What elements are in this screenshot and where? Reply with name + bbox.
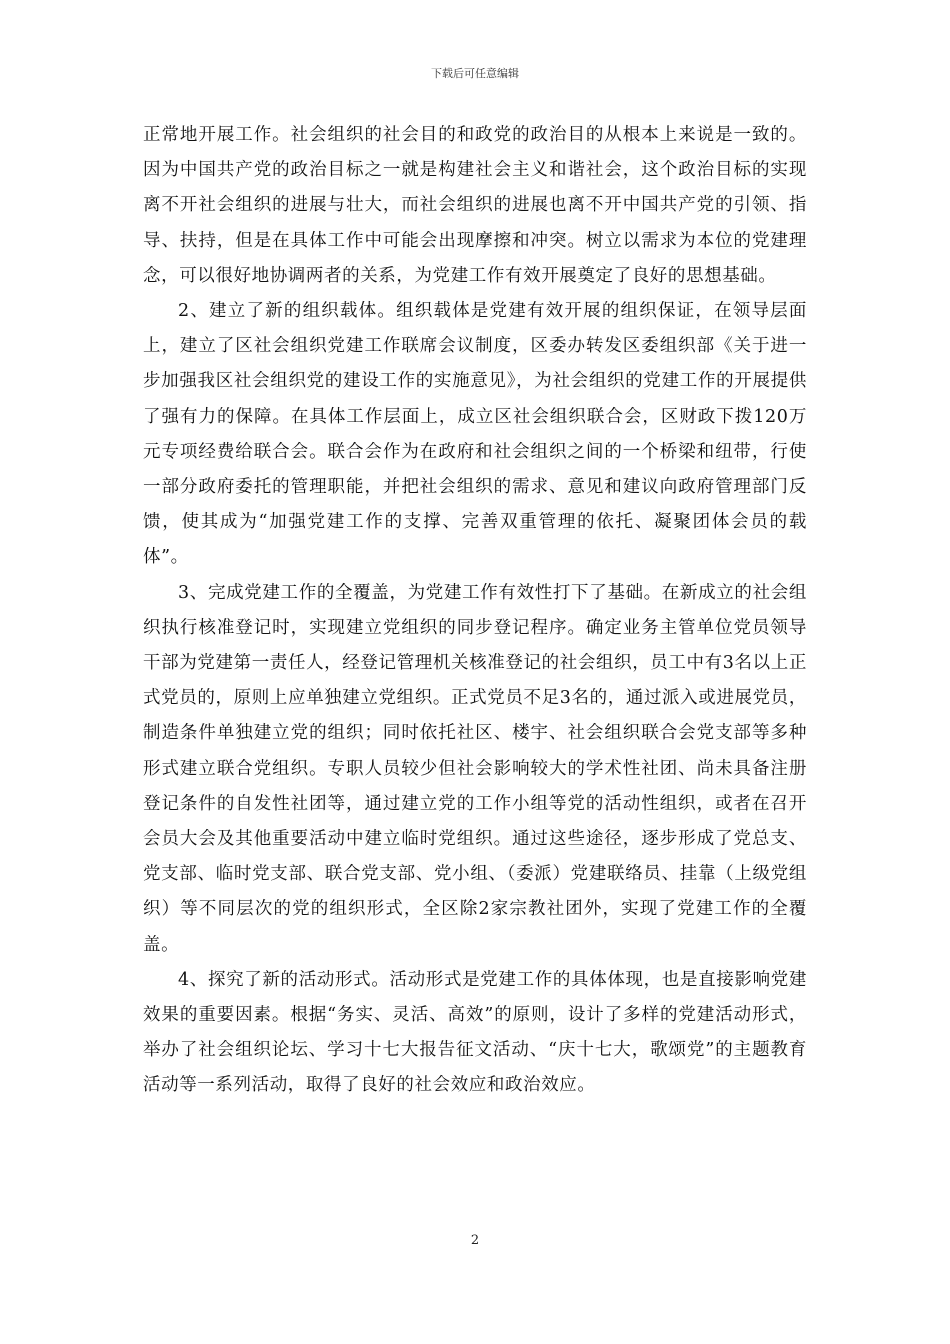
paragraph-activity-forms: 4、探究了新的活动形式。活动形式是党建工作的具体体现，也是直接影响党建效果的重要因素。根据“务实、灵活、高效”的原则，设计了多样的党建活动形式，举办了社会组织论坛、学习十七大报告征文活动、“庆十七大，歌颂党”的主题教育活动等一系列活动，取得了良好的社会效应和政治效应。 [143, 969, 807, 1096]
document-body [143, 118, 807, 1104]
paragraph-organizational-carrier: 2、建立了新的组织载体。组织载体是党建有效开展的组织保证，在领导层面上，建立了区社会组织党建工作联席会议制度，区委办转发区委组织部《关于进一步加强我区社会组织党的建设工作的实施意见》，为社会组织的党建工作的开展提供了强有力的保障。在具体工作层面上，成立区社会组织联合会，区财政下拨120万元专项经费给联合会。联合会作为在政府和社会组织之间的一个桥梁和纽带，行使一部分政府委托的管理职能，并把社会组织的需求、意见和建议向政府管理部门反馈，使其成为“加强党建工作的支撑、完善双重管理的依托、凝聚团体会员的载体”。 [143, 301, 807, 568]
page-header-note: 下载后可任意编辑 [431, 67, 519, 80]
page-number: 2 [470, 1233, 480, 1248]
paragraph-full-coverage: 3、完成党建工作的全覆盖，为党建工作有效性打下了基础。在新成立的社会组织执行核准登记时，实现建立党组织的同步登记程序。确定业务主管单位党员领导干部为党建第一责任人，经登记管理机关核准登记的社会组织，员工中有3名以上正式党员的，原则上应单独建立党组织。正式党员不足3名的，通过派入或进展党员，制造条件单独建立党的组织；同时依托社区、楼宇、社会组织联合会党支部等多种形式建立联合党组织。专职人员较少但社会影响较大的学术性社团、尚未具备注册登记条件的自发性社团等，通过建立党的工作小组等党的活动性组织，或者在召开会员大会及其他重要活动中建立临时党组织。通过这些途径，逐步形成了党总支、党支部、临时党支部、联合党支部、党小组、（委派）党建联络员、挂靠（上级党组织）等不同层次的党的组织形式，全区除2家宗教社团外，实现了党建工作的全覆盖。 [143, 582, 807, 955]
paragraph-continuation: 正常地开展工作。社会组织的社会目的和政党的政治目的从根本上来说是一致的。因为中国共产党的政治目标之一就是构建社会主义和谐社会，这个政治目标的实现离不开社会组织的进展与壮大，而社会组织的进展也离不开中国共产党的引领、指导、扶持，但是在具体工作中可能会出现摩擦和冲突。树立以需求为本位的党建理念，可以很好地协调两者的关系，为党建工作有效开展奠定了良好的思想基础。 [143, 125, 807, 286]
